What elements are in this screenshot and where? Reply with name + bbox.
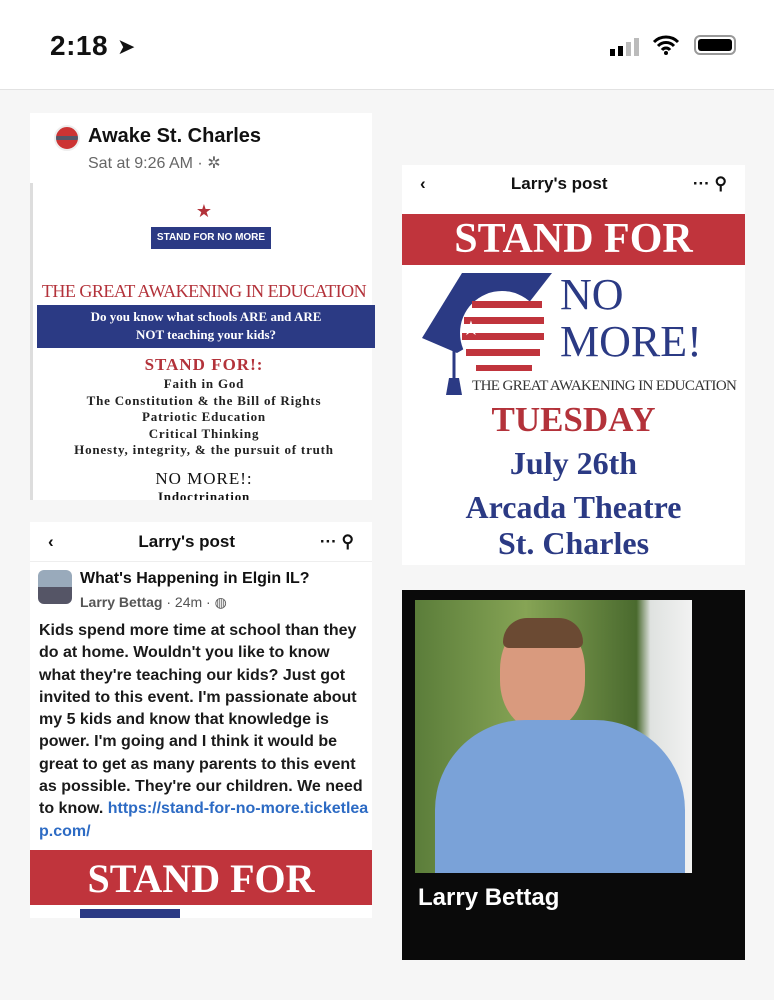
list-item: Honesty, integrity, & the pursuit of truth [74,442,334,457]
list-item: Faith in God [163,376,245,391]
question-banner: Do you know what schools ARE and ARE NOT teaching your kids? [37,305,375,348]
search-icon[interactable]: ⚲ [714,174,727,193]
stand-for-title: STAND FOR!: [144,355,264,374]
battery-icon [694,35,736,55]
signal-icon [610,38,639,56]
page-avatar[interactable] [54,125,80,151]
awake-st-charles-post [30,113,372,500]
page-name[interactable]: Awake St. Charles [88,125,262,147]
list-item: Indoctrination [157,489,251,500]
headline: THE GREAT AWAKENING IN EDUCATION [472,378,737,394]
location-arrow-icon: ➤ [117,34,136,59]
stand-for-list [33,376,375,459]
nav-title: Larry's post [510,174,608,193]
post-time: · 24m · [166,594,211,610]
svg-text:★: ★ [462,318,480,340]
no-text: NO [560,270,624,319]
more-icon[interactable]: ··· [319,531,337,551]
event-link[interactable]: https://stand-for-no-more.ticketleap.com/ [39,800,369,840]
stand-for-banner: STAND FOR [30,850,372,905]
list-item: The Constitution & the Bill of Rights [86,392,322,408]
larry-photo [415,600,692,873]
post-timestamp: Sat at 9:26 AM · [88,155,203,172]
search-icon[interactable]: ⚲ [341,531,354,551]
headline: THE GREAT AWAKENING IN EDUCATION [41,281,367,301]
photo-caption: Larry Bettag [418,884,560,911]
stars-icon: ★ [195,201,213,221]
author-name[interactable]: Larry Bettag [80,594,163,610]
post-body [39,620,369,843]
more-text: MORE! [560,317,702,366]
no-more-title: NO MORE!: [155,469,253,488]
group-avatar[interactable] [38,570,72,604]
status-time: 2:18 [50,30,109,61]
date: July 26th [509,445,638,481]
nav-title: Larry's post [138,531,236,551]
larrys-post-text [30,522,372,918]
flyer-fragment [80,909,180,918]
list-item: Patriotic Education [142,409,266,424]
wifi-icon [652,34,680,56]
stand-for-banner: STAND FOR [402,214,745,265]
settings-icon: ✲ [207,155,221,172]
status-bar [0,0,774,90]
group-name[interactable]: What's Happening in Elgin IL? [80,570,310,587]
badge: STAND FOR NO MORE [151,227,271,249]
globe-icon: ◍ [214,594,227,610]
post-text: Kids spend more time at school than they do at home. Wouldn't you like to know what they're teaching our kids? Just got invited to this event. I'm passionate about my 5 kids and know that knowledge is power. I'm going and I think it would be great to get as many parents to this event as possible. They're our children. We need to know. [39,622,363,818]
venue: Arcada Theatre [465,489,682,525]
larrys-post-flyer [402,165,745,565]
larry-photo-card [402,590,745,960]
back-icon[interactable]: ‹ [420,174,426,193]
day: TUESDAY [491,400,656,439]
list-item: Critical Thinking [148,425,260,441]
more-icon[interactable]: ··· [692,174,710,193]
back-icon[interactable]: ‹ [48,531,54,551]
city: St. Charles [497,525,650,561]
